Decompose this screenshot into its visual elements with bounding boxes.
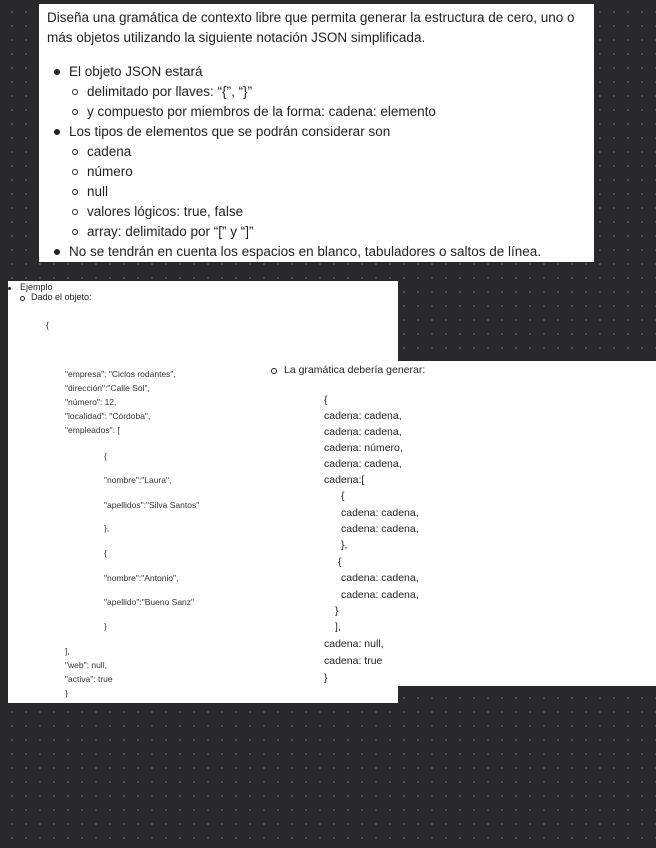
grammar-line: cadena:[ — [324, 474, 365, 486]
sub-list-item: cadena — [69, 142, 586, 162]
instructions-panel — [39, 4, 594, 262]
bullet-icon — [8, 287, 11, 290]
code-line: "apellido":"Bueno Sanz" — [104, 597, 195, 607]
grammar-line: cadena: null, — [324, 638, 384, 650]
grammar-line: cadena: cadena, — [324, 458, 402, 470]
grammar-line: { — [324, 394, 328, 406]
example-sub-label: Dado el objeto: — [31, 292, 92, 302]
grammar-label: La gramática debería generar: — [284, 364, 426, 376]
list-item — [47, 122, 586, 242]
code-line: }, — [104, 523, 110, 533]
sub-bullet-icon — [271, 368, 277, 374]
sub-list-item: valores lógicos: true, false — [69, 202, 586, 222]
intro-paragraph: Diseña una gramática de contexto libre que permita generar la estructura de cero, uno o más objetos utilizando la siguiente notación JSON simplificada. — [47, 10, 575, 45]
code-line: "web": null, — [65, 660, 107, 670]
code-line: "número": 12, — [65, 397, 117, 407]
code-line: } — [65, 688, 68, 698]
sub-list — [69, 142, 586, 242]
list-item — [47, 62, 586, 122]
list-item — [47, 242, 586, 262]
code-line: { — [104, 548, 107, 558]
grammar-line: }, — [341, 539, 348, 551]
grammar-line: } — [335, 605, 339, 617]
code-line: "nombre":"Laura", — [104, 475, 172, 485]
sub-list-item: null — [69, 182, 586, 202]
grammar-line: cadena: true — [324, 655, 383, 667]
code-line: "localidad": "Córdoba", — [65, 411, 151, 421]
code-line: { — [104, 451, 107, 461]
list-item-text: No se tendrán en cuenta los espacios en blanco, tabuladores o saltos de línea. — [69, 244, 542, 259]
list-item-text: El objeto JSON estará — [69, 64, 203, 79]
code-line: "apellidos":"Silva Santos" — [104, 500, 200, 510]
grammar-line: ], — [335, 621, 341, 633]
sub-list-item: array: delimitado por “[” y “]” — [69, 222, 586, 242]
sub-bullet-icon — [20, 296, 25, 301]
code-line: "dirección":"Calle Sol", — [65, 383, 150, 393]
code-line: "empresa": "Ciclos rodantes", — [65, 369, 176, 379]
sub-list-item: delimitado por llaves: “{”, “}” — [69, 82, 586, 102]
grammar-line: { — [338, 556, 342, 568]
code-line: "nombre":"Antonio", — [104, 573, 179, 583]
grammar-line: cadena: cadena, — [324, 426, 402, 438]
grammar-line: cadena: cadena, — [324, 410, 402, 422]
grammar-line: cadena: cadena, — [341, 572, 419, 584]
sub-list — [69, 82, 586, 122]
grammar-line: cadena: cadena, — [341, 589, 419, 601]
code-line: { — [46, 320, 49, 330]
example-label: Ejemplo — [20, 282, 53, 292]
grammar-line: } — [324, 672, 328, 684]
grammar-line: cadena: número, — [324, 442, 403, 454]
grammar-line: cadena: cadena, — [341, 507, 419, 519]
grammar-line: cadena: cadena, — [341, 523, 419, 535]
grammar-panel — [262, 361, 656, 686]
grammar-line: { — [341, 490, 345, 502]
code-line: "activa": true — [65, 674, 113, 684]
sub-list-item: número — [69, 162, 586, 182]
requirements-list — [47, 62, 586, 262]
code-line: ], — [65, 646, 70, 656]
list-item-text: Los tipos de elementos que se podrán considerar son — [69, 124, 391, 139]
code-line: } — [104, 621, 107, 631]
code-line: "empleados": [ — [65, 425, 120, 435]
sub-list-item: y compuesto por miembros de la forma: cadena: elemento — [69, 102, 586, 122]
